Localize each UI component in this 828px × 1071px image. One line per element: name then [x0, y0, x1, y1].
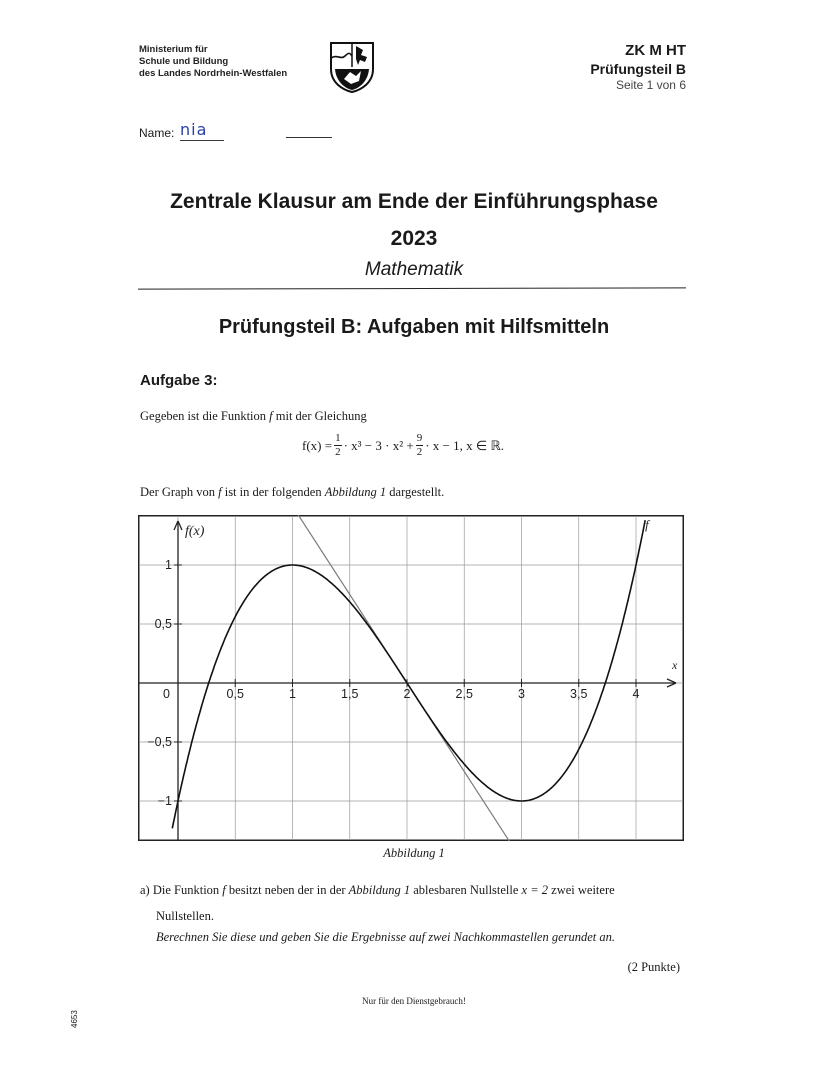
- y-tick-label: 0,5: [154, 617, 172, 631]
- chart-frame: [139, 516, 684, 841]
- frac-num: 9: [416, 432, 423, 444]
- qa-mid2: ablesbaren Nullstelle: [413, 883, 519, 897]
- qa-mid: besitzt neben der in der: [228, 883, 346, 897]
- x-tick-label: 0,5: [226, 687, 244, 701]
- footer-note: Nur für den Dienstgebrauch!: [362, 996, 466, 1006]
- intro-pre: Der Graph von: [140, 485, 215, 499]
- curve-label: f: [645, 517, 649, 532]
- exam-year: 2023: [390, 227, 438, 250]
- name-field[interactable]: nia: [180, 120, 224, 141]
- question-instruction: Berechnen Sie diese und geben Sie die Ergebnisse auf zwei Nachkommastellen gerundet an.: [156, 930, 616, 944]
- points: (2 Punkte): [627, 960, 680, 974]
- qa-eq: x = 2: [521, 883, 549, 897]
- formula-term2: · x − 1, x ∈ ℝ.: [425, 437, 504, 453]
- frac-den: 2: [335, 446, 341, 458]
- exam-subject: Mathematik: [364, 259, 464, 280]
- qa-ref: Abbildung 1: [348, 883, 411, 897]
- x-tick-label: 0: [163, 687, 170, 701]
- page-number: Seite 1 von 6: [615, 78, 686, 92]
- intro-ref: Abbildung 1: [324, 485, 387, 499]
- question-label: a): [140, 883, 150, 897]
- qa-post: zwei weitere: [551, 883, 615, 897]
- given-post: mit der Gleichung: [275, 409, 367, 423]
- x-axis-label: x: [672, 658, 678, 672]
- qa-pre: Die Funktion: [152, 883, 220, 897]
- intro-var: f: [218, 485, 222, 499]
- intro-mid: ist in der folgenden: [224, 485, 322, 499]
- y-tick-label: −1: [157, 794, 172, 808]
- function-formula: [302, 432, 504, 459]
- ministry-name: [139, 44, 287, 80]
- ministry-line: Ministerium für: [139, 44, 208, 55]
- intro-post: dargestellt.: [389, 485, 445, 499]
- question-a: [140, 877, 700, 929]
- task-heading: Aufgabe 3:: [140, 372, 218, 389]
- title-divider: [138, 287, 686, 289]
- qa-line2: Nullstellen.: [156, 909, 214, 923]
- frac-num: 1: [335, 432, 341, 444]
- figure-caption: Abbildung 1: [383, 846, 445, 860]
- qa-var: f: [222, 883, 226, 897]
- side-code: 4653: [70, 1010, 79, 1028]
- y-axis-label: f(x): [185, 524, 205, 539]
- function-graph: [138, 515, 684, 841]
- part-title: Prüfungsteil B: Aufgaben mit Hilfsmitteln: [218, 316, 610, 338]
- x-tick-label: 2,5: [455, 687, 473, 701]
- nrw-crest-logo: [329, 41, 375, 93]
- x-tick-label: 1: [289, 687, 296, 701]
- graph-intro: [140, 485, 444, 500]
- formula-lhs: f(x) =: [302, 437, 333, 453]
- y-tick-label: 1: [165, 558, 172, 572]
- formula-term1: · x³ − 3 · x² +: [343, 437, 414, 453]
- given-var: f: [269, 409, 273, 423]
- exam-title: Zentrale Klausur am Ende der Einführungsphase: [170, 190, 658, 213]
- fraction-nine-half: [416, 432, 424, 459]
- y-tick-label: −0,5: [147, 735, 172, 749]
- x-tick-label: 2: [403, 687, 411, 701]
- given-text: [140, 409, 367, 424]
- ministry-line: Schule und Bildung: [139, 56, 229, 67]
- x-tick-label: 1,5: [341, 687, 359, 701]
- given-pre: Gegeben ist die Funktion: [140, 409, 267, 423]
- x-tick-label: 4: [632, 687, 640, 701]
- x-tick-label: 3: [518, 687, 525, 701]
- x-tick-label: 3,5: [570, 687, 588, 701]
- frac-den: 2: [416, 446, 423, 458]
- name-label: Name:: [139, 126, 175, 140]
- exam-part: Prüfungsteil B: [590, 61, 686, 77]
- fraction-one-half: [334, 432, 342, 459]
- exam-code: ZK M HT: [625, 42, 686, 59]
- name-underline: [286, 137, 332, 138]
- ministry-line: des Landes Nordrhein-Westfalen: [139, 68, 288, 79]
- header-info: [590, 42, 686, 93]
